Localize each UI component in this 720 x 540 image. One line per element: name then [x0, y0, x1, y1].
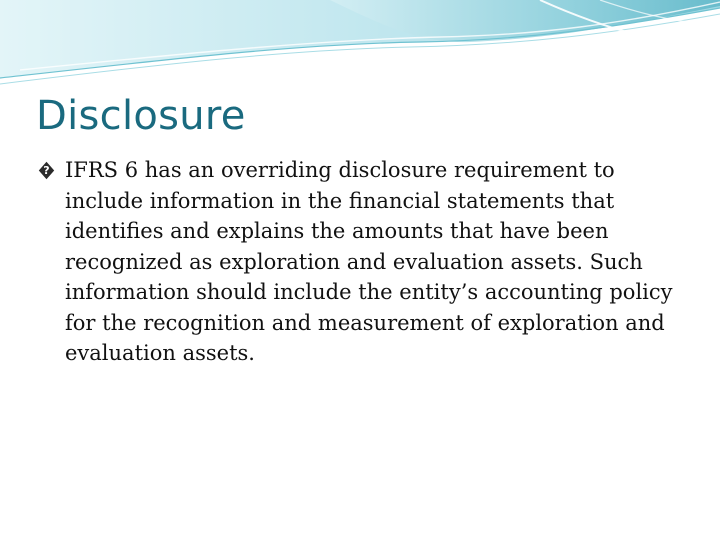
wave-header-decoration	[0, 0, 720, 90]
bullet-text: IFRS 6 has an overriding disclosure requirement to include information in the financial statements that identifies and explains the amounts that have been recognized as exploration and evaluation assets. Such information should include the entity’s accounting policy for the recognition and measurement of exploration and evaluation assets.	[65, 158, 673, 365]
bullet-list	[37, 155, 687, 369]
missing-glyph-icon	[38, 161, 55, 180]
svg-text:?: ?	[43, 164, 50, 178]
bullet-item	[37, 155, 687, 369]
slide-title: Disclosure	[36, 93, 246, 139]
